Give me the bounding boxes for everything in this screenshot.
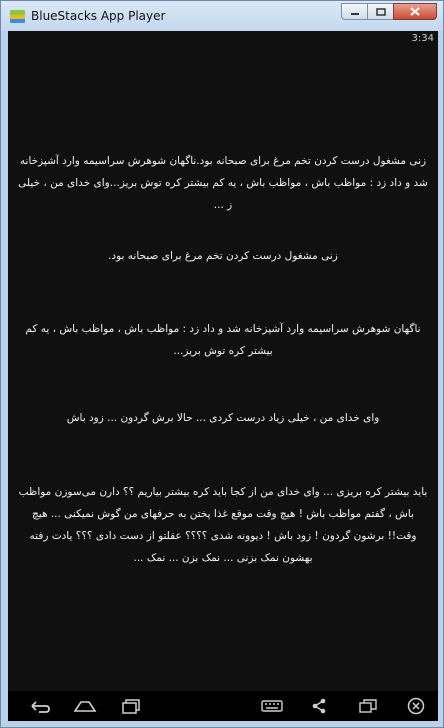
window-mode-icon bbox=[358, 698, 378, 714]
story-paragraph-2[interactable]: زنی مشغول درست کردن تخم مرغ برای صبحانه بود. bbox=[108, 250, 338, 262]
story-paragraph-3[interactable]: ناگهان شوهرش سراسیمه وارد آشپزخانه شد و داد زد : مواظب باش ، مواظب باش ، یه کم بیشتر کره توش بریز... bbox=[25, 323, 421, 357]
close-button[interactable] bbox=[393, 3, 437, 20]
minimize-button[interactable] bbox=[341, 3, 367, 20]
share-button[interactable] bbox=[308, 695, 330, 717]
status-clock: 3:34 bbox=[411, 33, 434, 44]
share-icon bbox=[310, 697, 328, 715]
maximize-icon bbox=[376, 8, 386, 16]
recent-apps-button[interactable] bbox=[118, 695, 144, 717]
window-title: BlueStacks App Player bbox=[31, 9, 166, 23]
home-icon bbox=[72, 698, 98, 714]
exit-icon bbox=[407, 697, 425, 715]
bluestacks-logo-icon bbox=[9, 8, 26, 24]
window-mode-button[interactable] bbox=[356, 695, 380, 717]
story-paragraph-4[interactable]: وای خدای من ، خیلی زیاد درست کردی ... حالا برش گردون ... زود باش bbox=[66, 412, 380, 424]
minimize-icon bbox=[350, 8, 360, 16]
title-bar[interactable] bbox=[1, 1, 443, 31]
maximize-button[interactable] bbox=[367, 3, 393, 20]
status-bar bbox=[8, 31, 438, 47]
keyboard-icon bbox=[261, 699, 283, 713]
android-screen bbox=[8, 31, 438, 691]
back-icon bbox=[27, 698, 51, 714]
navigation-bar bbox=[8, 691, 438, 721]
story-paragraph-1[interactable]: زنی مشغول درست کردن تخم مرغ برای صبحانه بود.ناگهان شوهرش سراسیمه وارد آشپزخانه شد و داد زد : مواظب باش ، مواظب باش ، یه کم بیشتر کره توش بریز...وای خدای من ، خیلی ز ... bbox=[18, 155, 428, 211]
exit-button[interactable] bbox=[404, 695, 428, 717]
window-controls bbox=[341, 3, 437, 23]
recent-apps-icon bbox=[119, 698, 143, 714]
story-paragraph-5[interactable]: باید بیشتر کره بریزی ... وای خدای من از کجا باید کره بیشتر بیاریم ؟؟ دارن می‌سوزن مواظب باش ، گفتم مواظب باش ! هیچ وقت موقع غذا پختن به حرفهای من گوش نمیکنی ... هیچ وقت!! برشون گردون ! زود باش ! دیوونه شدی ؟؟؟؟ عقلتو از دست دادی ؟؟؟ یادت رفته بهشون نمک بزنی ... نمک بزن ... نمک ... bbox=[18, 486, 428, 564]
keyboard-button[interactable] bbox=[260, 695, 284, 717]
back-button[interactable] bbox=[26, 695, 52, 717]
close-icon bbox=[410, 7, 420, 16]
home-button[interactable] bbox=[70, 695, 100, 717]
